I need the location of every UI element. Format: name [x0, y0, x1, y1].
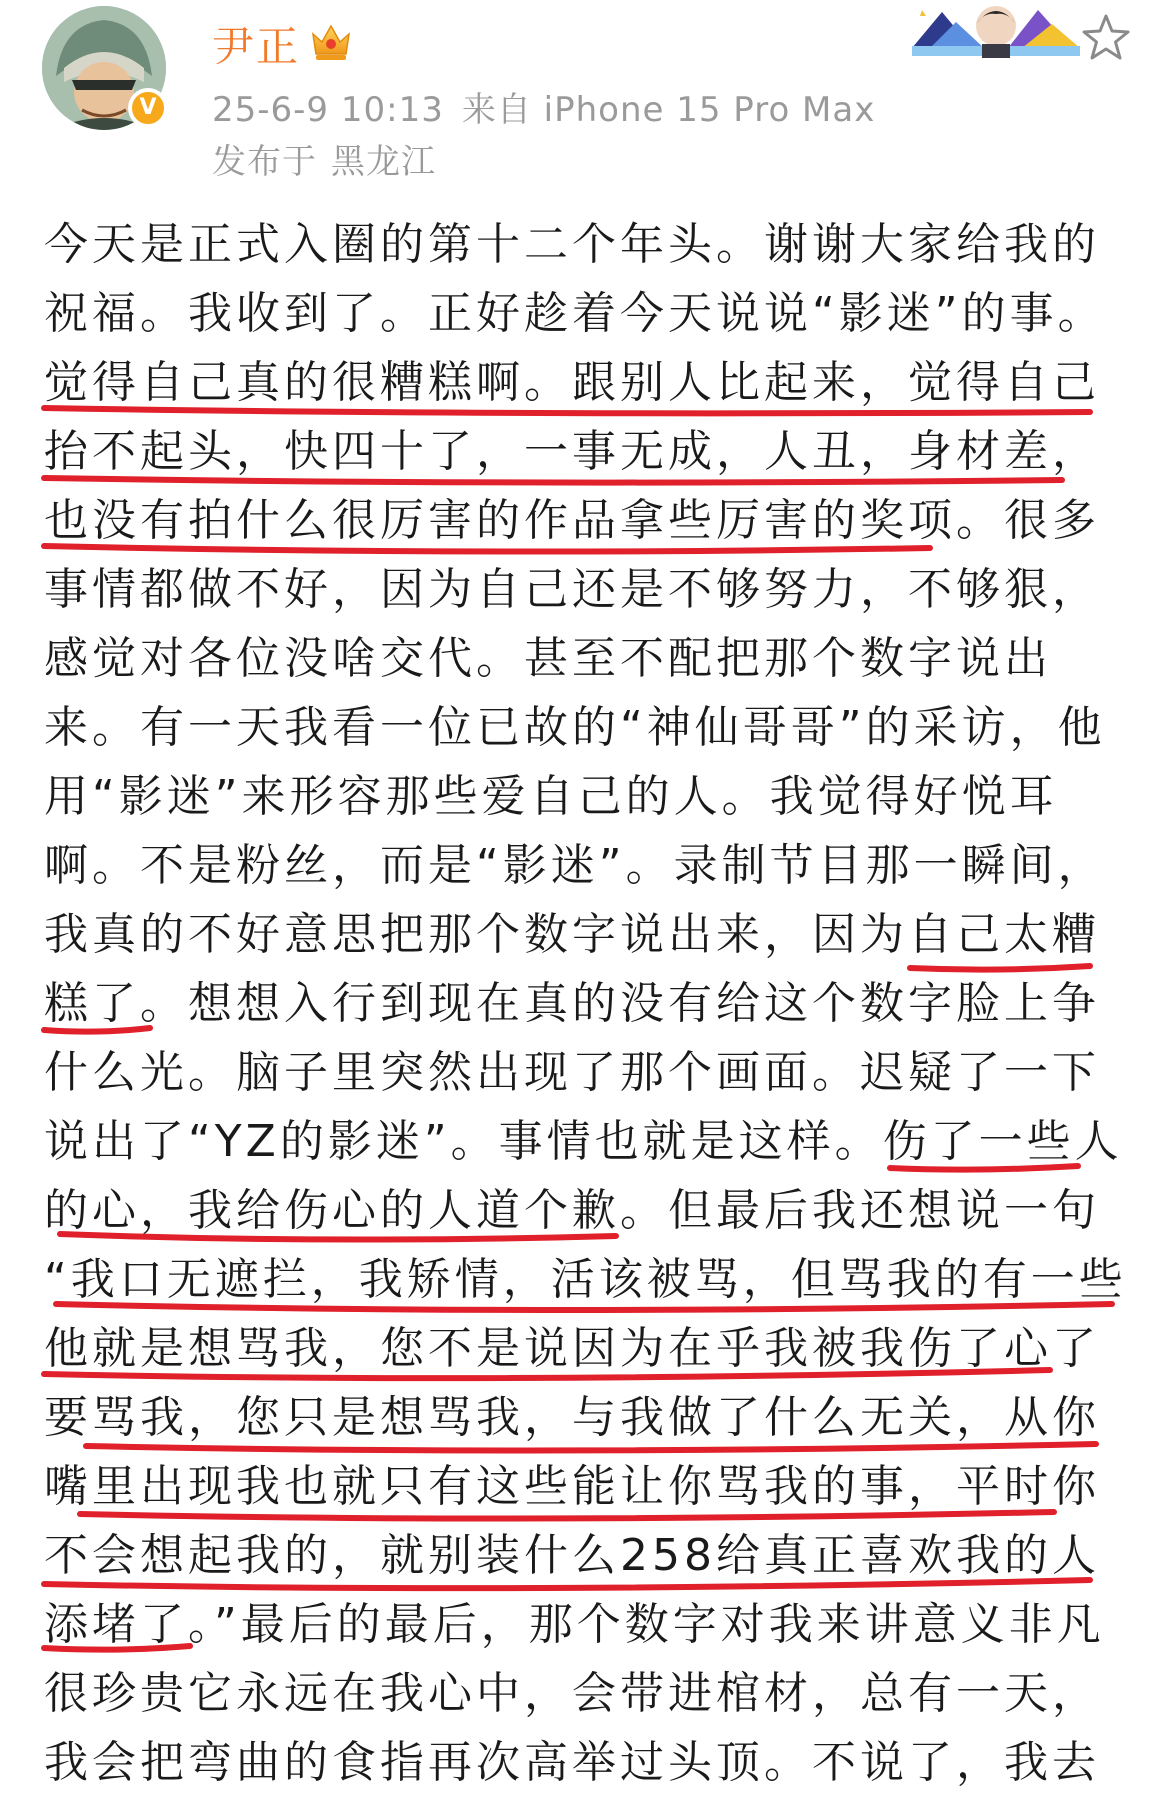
post-line: “我口无遮拦，我矫情，活该被骂，但骂我的有一些 — [44, 1254, 1127, 1305]
post-header — [0, 0, 1170, 190]
post-line: 觉得自己真的很糟糕啊。跟别人比起来，觉得自己 — [44, 357, 1100, 408]
post-line: 抬不起头，快四十了，一事无成，人丑，身材差， — [44, 426, 1100, 477]
location-value: 黑龙江 — [331, 142, 436, 182]
post-location — [212, 134, 436, 183]
post-line: 什么光。脑子里突然出现了那个画面。迟疑了一下 — [44, 1047, 1100, 1098]
post-line: 我会把弯曲的食指再次高举过头顶。不说了，我去 — [44, 1737, 1100, 1788]
post-line: 也没有拍什么很厉害的作品拿些厉害的奖项。很多 — [44, 495, 1100, 546]
post-line: 添堵了。”最后的最后，那个数字对我来讲意义非凡 — [44, 1599, 1105, 1650]
fan-badge-icon[interactable] — [912, 2, 1080, 62]
post-line: 感觉对各位没啥交代。甚至不配把那个数字说出 — [44, 633, 1052, 684]
username[interactable]: 尹正 — [212, 22, 301, 71]
post-line: 很珍贵它永远在我心中，会带进棺材，总有一天， — [44, 1668, 1100, 1719]
post-line: 事情都做不好，因为自己还是不够努力，不够狠， — [44, 564, 1100, 615]
post-line: 我真的不好意思把那个数字说出来，因为自己太糟 — [44, 909, 1100, 960]
star-outline-icon[interactable] — [1080, 12, 1132, 64]
post-line: 他就是想骂我，您不是说因为在乎我被我伤了心了 — [44, 1323, 1100, 1374]
post-body — [44, 210, 1134, 1797]
location-label: 发布于 — [212, 142, 317, 182]
post-line: 嘴里出现我也就只有这些能让你骂我的事，平时你 — [44, 1461, 1100, 1512]
post-line: 的心，我给伤心的人道个歉。但最后我还想说一句 — [44, 1185, 1100, 1236]
post-line: 啊。不是粉丝，而是“影迷”。录制节目那一瞬间， — [44, 840, 1106, 891]
post-line: 不会想起我的，就别装什么258给真正喜欢我的人 — [44, 1530, 1100, 1581]
post-line: 糕了。想想入行到现在真的没有给这个数字脸上争 — [44, 978, 1100, 1029]
post-line: 来。有一天我看一位已故的“神仙哥哥”的采访，他 — [44, 702, 1106, 753]
post-line: 用“影迷”来形容那些爱自己的人。我觉得好悦耳 — [44, 771, 1058, 822]
post-timestamp: 25-6-9 10:13 — [212, 90, 444, 130]
post-line: 祝福。我收到了。正好趁着今天说说“影迷”的事。 — [44, 288, 1106, 339]
post-source-device[interactable]: 来自 iPhone 15 Pro Max — [461, 90, 876, 130]
post-line: 说出了“YZ的影迷”。事情也就是这样。伤了一些人 — [44, 1116, 1123, 1167]
verified-badge-icon: V — [128, 88, 168, 128]
crown-icon[interactable] — [308, 18, 354, 64]
post-meta — [212, 82, 875, 131]
post-line: 今天是正式入圈的第十二个年头。谢谢大家给我的 — [44, 219, 1100, 270]
post-line: 要骂我，您只是想骂我，与我做了什么无关，从你 — [44, 1392, 1100, 1443]
